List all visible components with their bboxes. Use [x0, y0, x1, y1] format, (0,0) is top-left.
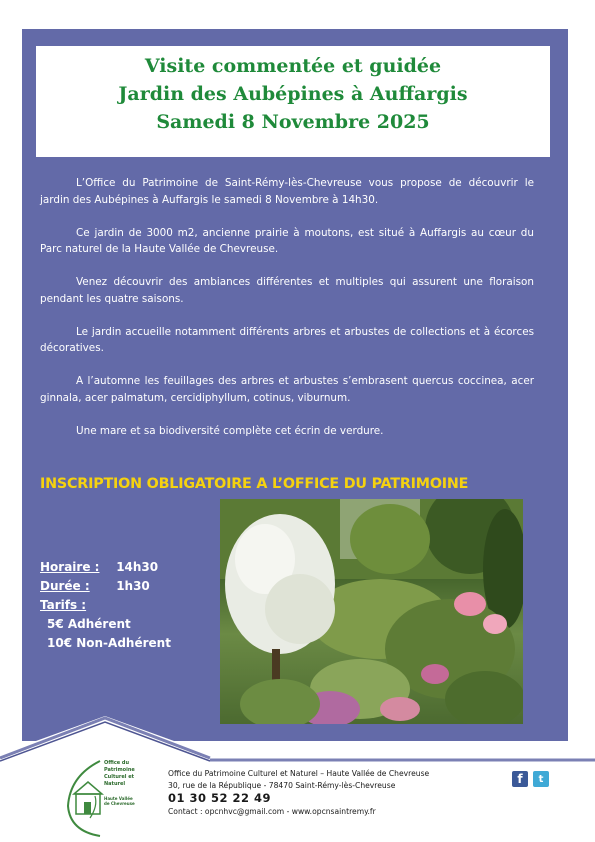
paragraph: Une mare et sa biodiversité complète cet écrin de verdure.	[76, 424, 384, 437]
logo-text	[104, 760, 152, 806]
garden-photo	[220, 499, 523, 724]
visit-info	[40, 558, 171, 653]
twitter-icon[interactable]: t	[533, 771, 549, 787]
horaire-label: Horaire :	[40, 560, 100, 574]
logo-line: Patrimoine	[104, 767, 135, 773]
duree-value: 1h30	[116, 579, 150, 593]
facebook-icon[interactable]: f	[512, 771, 528, 787]
title-box	[36, 46, 550, 157]
horaire-value: 14h30	[116, 560, 159, 574]
logo-line: de Chevreuse	[104, 801, 135, 806]
title-line-3: Samedi 8 Novembre 2025	[156, 111, 430, 133]
paragraph: Le jardin accueille notamment différents arbres et arbustes de collections et à écorces décoratives.	[40, 325, 534, 354]
footer-address: 30, rue de la République - 78470 Saint-Rémy-lès-Chevreuse	[168, 780, 396, 790]
logo-line: Haute Vallée	[104, 796, 133, 801]
description	[40, 175, 534, 456]
logo-line: Culturel et	[104, 774, 134, 780]
price-adherent: 5€ Adhérent	[47, 617, 131, 631]
title-line-1: Visite commentée et guidée	[144, 55, 442, 77]
paragraph: Ce jardin de 3000 m2, ancienne prairie à moutons, est situé à Auffargis au cœur du Parc naturel de la Haute Vallée de Chevreuse.	[40, 226, 534, 255]
paragraph: L’Office du Patrimoine de Saint-Rémy-lès-Chevreuse vous propose de découvrir le jardin des Aubépines à Auffargis le samedi 8 Novembre à 14h30.	[40, 177, 534, 206]
price-non-adherent: 10€ Non-Adhérent	[47, 636, 171, 650]
roof-divider	[0, 710, 595, 762]
duree-label: Durée :	[40, 579, 90, 593]
paragraph: Venez découvrir des ambiances différentes et multiples qui assurent une floraison pendant les quatre saisons.	[40, 276, 534, 305]
tarifs-label: Tarifs :	[40, 598, 87, 612]
paragraph: A l’automne les feuillages des arbres et arbustes s’embrasent quercus coccinea, acer ginnala, acer palmatum, cercidiphyllum, cotinus, viburnum.	[40, 375, 534, 404]
footer-phone: 01 30 52 22 49	[168, 791, 272, 805]
horaire-row	[40, 558, 171, 577]
title-line-2: Jardin des Aubépines à Auffargis	[118, 83, 468, 105]
logo-line: Naturel	[104, 781, 126, 787]
tarifs-row	[40, 596, 171, 615]
duree-row	[40, 577, 171, 596]
footer-contact-line[interactable]: Contact : opcnhvc@gmail.com - www.opcnsaintremy.fr	[168, 807, 376, 816]
logo-line: Office du	[104, 760, 130, 766]
footer-org: Office du Patrimoine Culturel et Naturel – Haute Vallée de Chevreuse	[168, 769, 430, 778]
footer-contact	[168, 768, 429, 818]
garden-illustration	[220, 499, 523, 724]
inscription-notice: INSCRIPTION OBLIGATOIRE A L’OFFICE DU PATRIMOINE	[40, 476, 469, 492]
